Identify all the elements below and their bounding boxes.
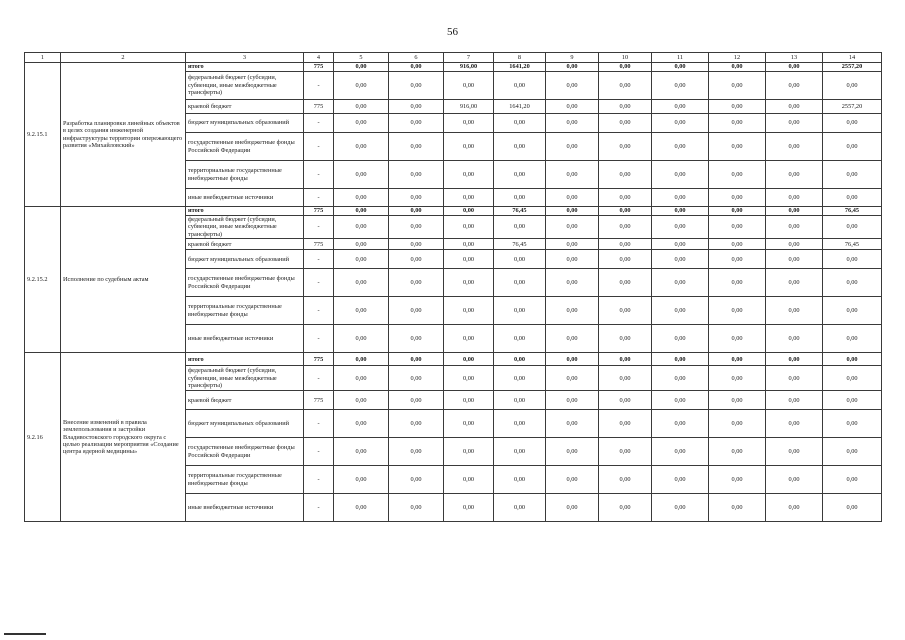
budget-code: 775 xyxy=(304,391,334,410)
amount-cell: 1641,20 xyxy=(494,100,546,114)
amount-cell: 0,00 xyxy=(652,438,709,466)
amount-cell: 0,00 xyxy=(389,325,444,353)
amount-cell: 0,00 xyxy=(599,466,652,494)
amount-cell: 0,00 xyxy=(652,239,709,250)
section-code: 9.2.16 xyxy=(25,353,61,522)
budget-code: 775 xyxy=(304,353,334,366)
amount-cell: 0,00 xyxy=(823,72,882,100)
amount-cell: 0,00 xyxy=(766,353,823,366)
amount-cell: 0,00 xyxy=(766,72,823,100)
amount-cell: 0,00 xyxy=(334,466,389,494)
amount-cell: 0,00 xyxy=(494,72,546,100)
amount-cell: 0,00 xyxy=(599,100,652,114)
amount-cell: 0,00 xyxy=(444,297,494,325)
amount-cell: 0,00 xyxy=(709,466,766,494)
amount-cell: 0,00 xyxy=(546,494,599,522)
amount-cell: 0,00 xyxy=(444,161,494,189)
amount-cell: 0,00 xyxy=(494,325,546,353)
funding-source: иные внебюджетные источники xyxy=(186,325,304,353)
section-code: 9.2.15.1 xyxy=(25,63,61,207)
amount-cell: 0,00 xyxy=(823,325,882,353)
budget-table xyxy=(24,52,882,522)
amount-cell: 0,00 xyxy=(709,269,766,297)
amount-cell: 0,00 xyxy=(599,216,652,239)
funding-source: федеральный бюджет (субсидии, субвенции, иные межбюджетные трансферты) xyxy=(186,366,304,391)
amount-cell: 0,00 xyxy=(599,133,652,161)
amount-cell: 0,00 xyxy=(444,438,494,466)
amount-cell: 0,00 xyxy=(599,114,652,133)
amount-cell: 0,00 xyxy=(652,494,709,522)
amount-cell: 0,00 xyxy=(334,366,389,391)
table-body xyxy=(25,63,882,522)
funding-source: бюджет муниципальных образований xyxy=(186,410,304,438)
amount-cell: 76,45 xyxy=(823,239,882,250)
amount-cell: 0,00 xyxy=(599,207,652,216)
page-number: 56 xyxy=(447,26,458,38)
amount-cell: 0,00 xyxy=(389,161,444,189)
amount-cell: 0,00 xyxy=(444,239,494,250)
budget-code: - xyxy=(304,297,334,325)
amount-cell: 0,00 xyxy=(709,325,766,353)
amount-cell: 0,00 xyxy=(766,100,823,114)
amount-cell: 0,00 xyxy=(823,466,882,494)
amount-cell: 0,00 xyxy=(599,494,652,522)
funding-source: государственные внебюджетные фонды Российской Федерации xyxy=(186,269,304,297)
amount-cell: 2557,20 xyxy=(823,100,882,114)
amount-cell: 0,00 xyxy=(709,72,766,100)
funding-source: итого xyxy=(186,63,304,72)
amount-cell: 0,00 xyxy=(494,250,546,269)
funding-source: итого xyxy=(186,353,304,366)
funding-source: иные внебюджетные источники xyxy=(186,494,304,522)
amount-cell: 0,00 xyxy=(546,353,599,366)
budget-code: - xyxy=(304,494,334,522)
amount-cell: 0,00 xyxy=(334,100,389,114)
amount-cell: 0,00 xyxy=(546,466,599,494)
table-row xyxy=(25,207,882,216)
amount-cell: 0,00 xyxy=(444,466,494,494)
amount-cell: 0,00 xyxy=(334,239,389,250)
amount-cell: 0,00 xyxy=(546,63,599,72)
amount-cell: 0,00 xyxy=(823,250,882,269)
funding-source: краевой бюджет xyxy=(186,239,304,250)
amount-cell: 0,00 xyxy=(599,410,652,438)
amount-cell: 0,00 xyxy=(823,410,882,438)
amount-cell: 0,00 xyxy=(652,161,709,189)
amount-cell: 76,45 xyxy=(823,207,882,216)
amount-cell: 0,00 xyxy=(652,466,709,494)
amount-cell: 0,00 xyxy=(494,353,546,366)
amount-cell: 0,00 xyxy=(652,269,709,297)
amount-cell: 0,00 xyxy=(444,366,494,391)
funding-source: бюджет муниципальных образований xyxy=(186,114,304,133)
amount-cell: 0,00 xyxy=(599,250,652,269)
amount-cell: 0,00 xyxy=(823,494,882,522)
header-cell: 14 xyxy=(823,53,882,63)
amount-cell: 0,00 xyxy=(334,353,389,366)
amount-cell: 0,00 xyxy=(334,438,389,466)
amount-cell: 0,00 xyxy=(766,466,823,494)
amount-cell: 0,00 xyxy=(389,133,444,161)
budget-code: - xyxy=(304,216,334,239)
amount-cell: 0,00 xyxy=(709,133,766,161)
section-code: 9.2.15.2 xyxy=(25,207,61,353)
amount-cell: 0,00 xyxy=(766,438,823,466)
amount-cell: 0,00 xyxy=(652,325,709,353)
amount-cell: 0,00 xyxy=(709,161,766,189)
budget-code: - xyxy=(304,161,334,189)
budget-code: - xyxy=(304,189,334,207)
amount-cell: 0,00 xyxy=(823,216,882,239)
amount-cell: 0,00 xyxy=(389,72,444,100)
amount-cell: 0,00 xyxy=(389,494,444,522)
amount-cell: 0,00 xyxy=(766,63,823,72)
amount-cell: 0,00 xyxy=(334,161,389,189)
header-cell: 10 xyxy=(599,53,652,63)
amount-cell: 0,00 xyxy=(494,216,546,239)
budget-code: - xyxy=(304,72,334,100)
budget-code: - xyxy=(304,410,334,438)
amount-cell: 0,00 xyxy=(766,391,823,410)
amount-cell: 0,00 xyxy=(389,410,444,438)
amount-cell: 0,00 xyxy=(546,391,599,410)
amount-cell: 0,00 xyxy=(652,391,709,410)
amount-cell: 0,00 xyxy=(599,391,652,410)
budget-code: 775 xyxy=(304,239,334,250)
amount-cell: 0,00 xyxy=(709,366,766,391)
amount-cell: 0,00 xyxy=(709,297,766,325)
amount-cell: 76,45 xyxy=(494,239,546,250)
budget-code: - xyxy=(304,269,334,297)
amount-cell: 0,00 xyxy=(444,410,494,438)
amount-cell: 0,00 xyxy=(389,269,444,297)
amount-cell: 0,00 xyxy=(546,114,599,133)
amount-cell: 0,00 xyxy=(766,207,823,216)
amount-cell: 0,00 xyxy=(599,269,652,297)
amount-cell: 0,00 xyxy=(652,133,709,161)
funding-source: итого xyxy=(186,207,304,216)
amount-cell: 0,00 xyxy=(599,63,652,72)
amount-cell: 0,00 xyxy=(546,366,599,391)
amount-cell: 0,00 xyxy=(709,353,766,366)
amount-cell: 916,00 xyxy=(444,100,494,114)
amount-cell: 0,00 xyxy=(709,438,766,466)
table-row xyxy=(25,353,882,366)
amount-cell: 0,00 xyxy=(599,189,652,207)
header-cell: 11 xyxy=(652,53,709,63)
header-cell: 1 xyxy=(25,53,61,63)
amount-cell: 0,00 xyxy=(494,410,546,438)
budget-code: - xyxy=(304,466,334,494)
amount-cell: 0,00 xyxy=(709,100,766,114)
amount-cell: 0,00 xyxy=(652,216,709,239)
amount-cell: 0,00 xyxy=(652,100,709,114)
amount-cell: 0,00 xyxy=(389,250,444,269)
header-cell: 9 xyxy=(546,53,599,63)
amount-cell: 0,00 xyxy=(444,114,494,133)
amount-cell: 0,00 xyxy=(389,297,444,325)
funding-source: государственные внебюджетные фонды Российской Федерации xyxy=(186,438,304,466)
budget-code: - xyxy=(304,438,334,466)
amount-cell: 0,00 xyxy=(766,133,823,161)
table-row xyxy=(25,63,882,72)
amount-cell: 0,00 xyxy=(709,207,766,216)
budget-code: 775 xyxy=(304,100,334,114)
section-description: Внесение изменений в правила землепользования и застройки Владивостокского городского округа с целью реализации мероприятия «Создание центра ядерной медицины» xyxy=(61,353,186,522)
amount-cell: 0,00 xyxy=(494,466,546,494)
amount-cell: 0,00 xyxy=(823,269,882,297)
amount-cell: 0,00 xyxy=(334,63,389,72)
header-cell: 7 xyxy=(444,53,494,63)
amount-cell: 0,00 xyxy=(334,494,389,522)
amount-cell: 0,00 xyxy=(334,216,389,239)
amount-cell: 0,00 xyxy=(389,189,444,207)
amount-cell: 0,00 xyxy=(709,391,766,410)
amount-cell: 0,00 xyxy=(444,494,494,522)
header-cell: 2 xyxy=(61,53,186,63)
header-cell: 6 xyxy=(389,53,444,63)
amount-cell: 0,00 xyxy=(389,100,444,114)
header-cell: 8 xyxy=(494,53,546,63)
amount-cell: 0,00 xyxy=(823,133,882,161)
header-cell: 5 xyxy=(334,53,389,63)
header-cell: 3 xyxy=(186,53,304,63)
amount-cell: 0,00 xyxy=(599,325,652,353)
amount-cell: 0,00 xyxy=(709,410,766,438)
amount-cell: 0,00 xyxy=(546,189,599,207)
header-cell: 4 xyxy=(304,53,334,63)
header-cell: 13 xyxy=(766,53,823,63)
amount-cell: 0,00 xyxy=(823,353,882,366)
amount-cell: 0,00 xyxy=(823,114,882,133)
amount-cell: 0,00 xyxy=(334,269,389,297)
amount-cell: 0,00 xyxy=(599,72,652,100)
amount-cell: 0,00 xyxy=(444,353,494,366)
amount-cell: 0,00 xyxy=(652,207,709,216)
amount-cell: 0,00 xyxy=(652,63,709,72)
amount-cell: 0,00 xyxy=(546,216,599,239)
amount-cell: 0,00 xyxy=(444,133,494,161)
amount-cell: 0,00 xyxy=(766,250,823,269)
amount-cell: 0,00 xyxy=(389,353,444,366)
header-cell: 12 xyxy=(709,53,766,63)
amount-cell: 0,00 xyxy=(389,216,444,239)
amount-cell: 0,00 xyxy=(494,391,546,410)
amount-cell: 0,00 xyxy=(766,494,823,522)
amount-cell: 0,00 xyxy=(546,100,599,114)
amount-cell: 0,00 xyxy=(709,189,766,207)
amount-cell: 0,00 xyxy=(546,438,599,466)
amount-cell: 0,00 xyxy=(766,325,823,353)
amount-cell: 0,00 xyxy=(494,133,546,161)
amount-cell: 916,00 xyxy=(444,63,494,72)
amount-cell: 0,00 xyxy=(389,391,444,410)
amount-cell: 2557,20 xyxy=(823,63,882,72)
amount-cell: 0,00 xyxy=(766,114,823,133)
budget-code: - xyxy=(304,114,334,133)
amount-cell: 0,00 xyxy=(766,269,823,297)
amount-cell: 0,00 xyxy=(766,239,823,250)
section-description: Исполнение по судебным актам xyxy=(61,207,186,353)
amount-cell: 0,00 xyxy=(766,410,823,438)
funding-source: территориальные государственные внебюджетные фонды xyxy=(186,297,304,325)
funding-source: федеральный бюджет (субсидии, субвенции, иные межбюджетные трансферты) xyxy=(186,216,304,239)
amount-cell: 0,00 xyxy=(766,161,823,189)
funding-source: территориальные государственные внебюджетные фонды xyxy=(186,466,304,494)
amount-cell: 0,00 xyxy=(389,207,444,216)
amount-cell: 0,00 xyxy=(444,250,494,269)
amount-cell: 0,00 xyxy=(444,207,494,216)
amount-cell: 0,00 xyxy=(546,297,599,325)
amount-cell: 0,00 xyxy=(823,391,882,410)
amount-cell: 0,00 xyxy=(766,189,823,207)
amount-cell: 0,00 xyxy=(823,161,882,189)
amount-cell: 0,00 xyxy=(599,161,652,189)
amount-cell: 0,00 xyxy=(546,207,599,216)
header-row xyxy=(25,53,882,63)
budget-code: - xyxy=(304,250,334,269)
amount-cell: 0,00 xyxy=(652,353,709,366)
amount-cell: 0,00 xyxy=(599,366,652,391)
amount-cell: 0,00 xyxy=(494,189,546,207)
amount-cell: 0,00 xyxy=(766,216,823,239)
amount-cell: 0,00 xyxy=(823,297,882,325)
amount-cell: 0,00 xyxy=(766,297,823,325)
amount-cell: 0,00 xyxy=(546,161,599,189)
funding-source: федеральный бюджет (субсидии, субвенции, иные межбюджетные трансферты) xyxy=(186,72,304,100)
amount-cell: 0,00 xyxy=(709,239,766,250)
funding-source: иные внебюджетные источники xyxy=(186,189,304,207)
amount-cell: 0,00 xyxy=(599,297,652,325)
amount-cell: 0,00 xyxy=(709,114,766,133)
amount-cell: 0,00 xyxy=(334,189,389,207)
funding-source: государственные внебюджетные фонды Российской Федерации xyxy=(186,133,304,161)
budget-code: - xyxy=(304,325,334,353)
amount-cell: 0,00 xyxy=(652,250,709,269)
section-description: Разработка планировки линейных объектов в целях создания инженерной инфраструктуры территории опережающего развития «Михайловский» xyxy=(61,63,186,207)
funding-source: территориальные государственные внебюджетные фонды xyxy=(186,161,304,189)
amount-cell: 0,00 xyxy=(709,63,766,72)
amount-cell: 0,00 xyxy=(652,189,709,207)
amount-cell: 0,00 xyxy=(546,133,599,161)
amount-cell: 0,00 xyxy=(389,239,444,250)
amount-cell: 0,00 xyxy=(389,466,444,494)
amount-cell: 0,00 xyxy=(652,72,709,100)
amount-cell: 0,00 xyxy=(546,250,599,269)
amount-cell: 0,00 xyxy=(334,391,389,410)
budget-code: - xyxy=(304,133,334,161)
amount-cell: 0,00 xyxy=(494,269,546,297)
amount-cell: 0,00 xyxy=(709,494,766,522)
amount-cell: 0,00 xyxy=(389,114,444,133)
amount-cell: 0,00 xyxy=(766,366,823,391)
amount-cell: 0,00 xyxy=(709,250,766,269)
amount-cell: 0,00 xyxy=(334,410,389,438)
amount-cell: 0,00 xyxy=(494,438,546,466)
amount-cell: 0,00 xyxy=(334,325,389,353)
amount-cell: 0,00 xyxy=(823,366,882,391)
amount-cell: 0,00 xyxy=(494,494,546,522)
amount-cell: 0,00 xyxy=(334,114,389,133)
amount-cell: 0,00 xyxy=(444,269,494,297)
amount-cell: 0,00 xyxy=(599,438,652,466)
amount-cell: 0,00 xyxy=(599,239,652,250)
footer-mark xyxy=(4,633,46,635)
amount-cell: 0,00 xyxy=(652,366,709,391)
amount-cell: 0,00 xyxy=(389,366,444,391)
funding-source: краевой бюджет xyxy=(186,391,304,410)
amount-cell: 0,00 xyxy=(389,438,444,466)
amount-cell: 1641,20 xyxy=(494,63,546,72)
amount-cell: 0,00 xyxy=(546,269,599,297)
amount-cell: 0,00 xyxy=(709,216,766,239)
amount-cell: 0,00 xyxy=(444,189,494,207)
amount-cell: 0,00 xyxy=(823,438,882,466)
amount-cell: 0,00 xyxy=(334,297,389,325)
amount-cell: 0,00 xyxy=(823,189,882,207)
amount-cell: 0,00 xyxy=(494,297,546,325)
amount-cell: 0,00 xyxy=(444,325,494,353)
amount-cell: 0,00 xyxy=(494,114,546,133)
budget-code: 775 xyxy=(304,63,334,72)
amount-cell: 0,00 xyxy=(546,239,599,250)
amount-cell: 76,45 xyxy=(494,207,546,216)
amount-cell: 0,00 xyxy=(444,216,494,239)
amount-cell: 0,00 xyxy=(334,72,389,100)
funding-source: бюджет муниципальных образований xyxy=(186,250,304,269)
amount-cell: 0,00 xyxy=(334,250,389,269)
amount-cell: 0,00 xyxy=(494,161,546,189)
amount-cell: 0,00 xyxy=(652,114,709,133)
amount-cell: 0,00 xyxy=(389,63,444,72)
amount-cell: 0,00 xyxy=(546,410,599,438)
budget-code: - xyxy=(304,366,334,391)
amount-cell: 0,00 xyxy=(334,207,389,216)
amount-cell: 0,00 xyxy=(444,391,494,410)
amount-cell: 0,00 xyxy=(546,325,599,353)
amount-cell: 0,00 xyxy=(652,410,709,438)
amount-cell: 0,00 xyxy=(494,366,546,391)
funding-source: краевой бюджет xyxy=(186,100,304,114)
amount-cell: 0,00 xyxy=(652,297,709,325)
amount-cell: 0,00 xyxy=(599,353,652,366)
amount-cell: 0,00 xyxy=(334,133,389,161)
amount-cell: 0,00 xyxy=(546,72,599,100)
amount-cell: 0,00 xyxy=(444,72,494,100)
budget-code: 775 xyxy=(304,207,334,216)
